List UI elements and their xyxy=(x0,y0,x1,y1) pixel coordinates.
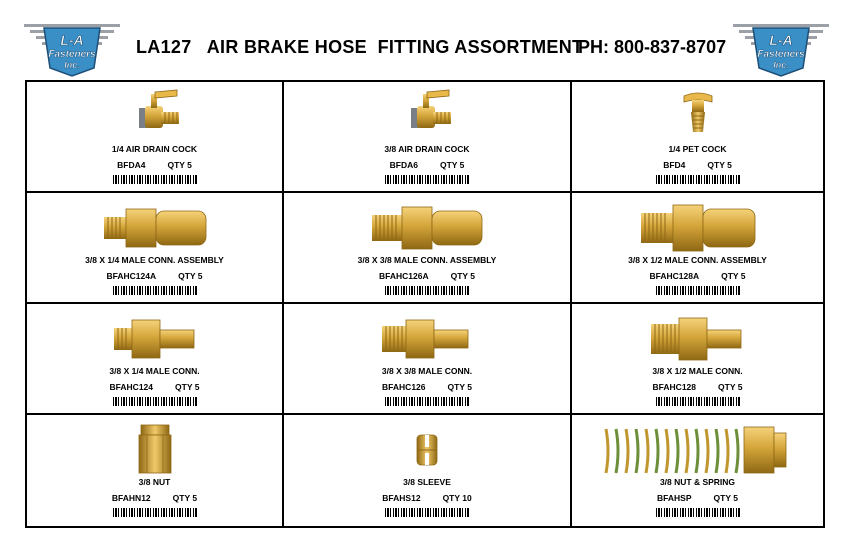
item-qty: QTY 5 xyxy=(167,160,192,170)
drain-cock-icon xyxy=(284,88,570,144)
item-qty: QTY 5 xyxy=(450,271,476,281)
item-qty: QTY 5 xyxy=(439,160,465,170)
product-cell xyxy=(27,415,284,526)
item-qty: QTY 5 xyxy=(172,493,198,503)
item-sku: BFAHN12 xyxy=(111,493,151,503)
connector-assembly-icon xyxy=(284,199,570,255)
item-name: 3/8 NUT xyxy=(138,477,171,487)
item-name: 3/8 AIR DRAIN COCK xyxy=(384,144,470,154)
item-name: 3/8 X 3/8 MALE CONN. ASSEMBLY xyxy=(357,255,497,265)
male-connector-icon xyxy=(572,310,823,366)
item-qty: QTY 5 xyxy=(447,382,472,392)
barcode xyxy=(656,175,740,184)
male-connector-icon xyxy=(284,310,570,366)
item-qty: QTY 5 xyxy=(718,382,743,392)
product-cell xyxy=(284,304,572,415)
nut-spring-icon xyxy=(572,421,823,477)
item-sku: BFAHSP xyxy=(657,493,692,503)
item-name: 3/8 X 1/2 MALE CONN. ASSEMBLY xyxy=(628,255,767,265)
item-qty: QTY 5 xyxy=(721,271,746,281)
barcode xyxy=(656,397,740,406)
product-cell xyxy=(27,82,284,193)
item-sku: BFDA4 xyxy=(117,160,146,170)
product-cell xyxy=(27,304,284,415)
company-logo-right xyxy=(733,20,829,78)
connector-assembly-icon xyxy=(572,199,823,255)
barcode xyxy=(385,175,469,184)
male-connector-icon xyxy=(27,310,282,366)
logo-line2: Fasteners xyxy=(48,49,96,60)
item-qty: QTY 5 xyxy=(713,493,738,503)
item-name: 1/4 PET COCK xyxy=(668,144,727,154)
item-sku: BFDA6 xyxy=(389,160,418,170)
item-name: 3/8 NUT & SPRING xyxy=(659,477,736,487)
item-qty: QTY 10 xyxy=(442,493,472,503)
product-cell xyxy=(572,415,823,526)
item-qty: QTY 5 xyxy=(707,160,732,170)
item-name: 1/4 AIR DRAIN COCK xyxy=(111,144,198,154)
logo-line3: Inc. xyxy=(64,60,80,70)
item-sku: BFD4 xyxy=(663,160,686,170)
phone-number: PH: 800-837-8707 xyxy=(578,37,727,57)
item-name: 3/8 X 3/8 MALE CONN. xyxy=(381,366,473,376)
item-name: 3/8 SLEEVE xyxy=(403,477,451,487)
connector-assembly-icon xyxy=(27,199,282,255)
item-sku: BFAHC128 xyxy=(652,382,697,392)
product-cell xyxy=(572,82,823,193)
product-cell xyxy=(27,193,284,304)
product-cell xyxy=(572,304,823,415)
sleeve-icon xyxy=(284,421,570,477)
item-name: 3/8 X 1/2 MALE CONN. xyxy=(652,366,743,376)
item-qty: QTY 5 xyxy=(175,382,200,392)
item-qty: QTY 5 xyxy=(178,271,203,281)
barcode xyxy=(385,286,469,295)
barcode xyxy=(656,508,740,517)
item-sku: BFAHC124 xyxy=(109,382,154,392)
logo-line2: Fasteners xyxy=(757,49,805,60)
item-name: 3/8 X 1/4 MALE CONN. ASSEMBLY xyxy=(85,255,224,265)
product-grid xyxy=(25,80,825,528)
barcode xyxy=(113,286,197,295)
pet-cock-icon xyxy=(572,88,823,144)
barcode xyxy=(385,508,469,517)
barcode xyxy=(113,175,197,184)
product-cell xyxy=(572,193,823,304)
barcode xyxy=(385,397,469,406)
item-sku: BFAHC128A xyxy=(649,271,700,281)
page-title: LA127 AIR BRAKE HOSE FITTING ASSORTMENT xyxy=(136,37,584,57)
product-cell xyxy=(284,193,572,304)
drain-cock-icon xyxy=(27,88,282,144)
item-name: 3/8 X 1/4 MALE CONN. xyxy=(109,366,200,376)
item-sku: BFAHC126A xyxy=(378,271,429,281)
barcode xyxy=(656,286,740,295)
logo-line3: Inc. xyxy=(773,60,789,70)
item-sku: BFAHC124A xyxy=(106,271,157,281)
barcode xyxy=(113,508,197,517)
item-sku: BFAHC126 xyxy=(382,382,426,392)
product-cell xyxy=(284,415,572,526)
logo-line1: L-A xyxy=(769,32,793,48)
company-logo-left xyxy=(24,20,120,78)
item-sku: BFAHS12 xyxy=(382,493,421,503)
nut-icon xyxy=(27,421,282,477)
barcode xyxy=(113,397,197,406)
product-cell xyxy=(284,82,572,193)
logo-line1: L-A xyxy=(60,32,84,48)
